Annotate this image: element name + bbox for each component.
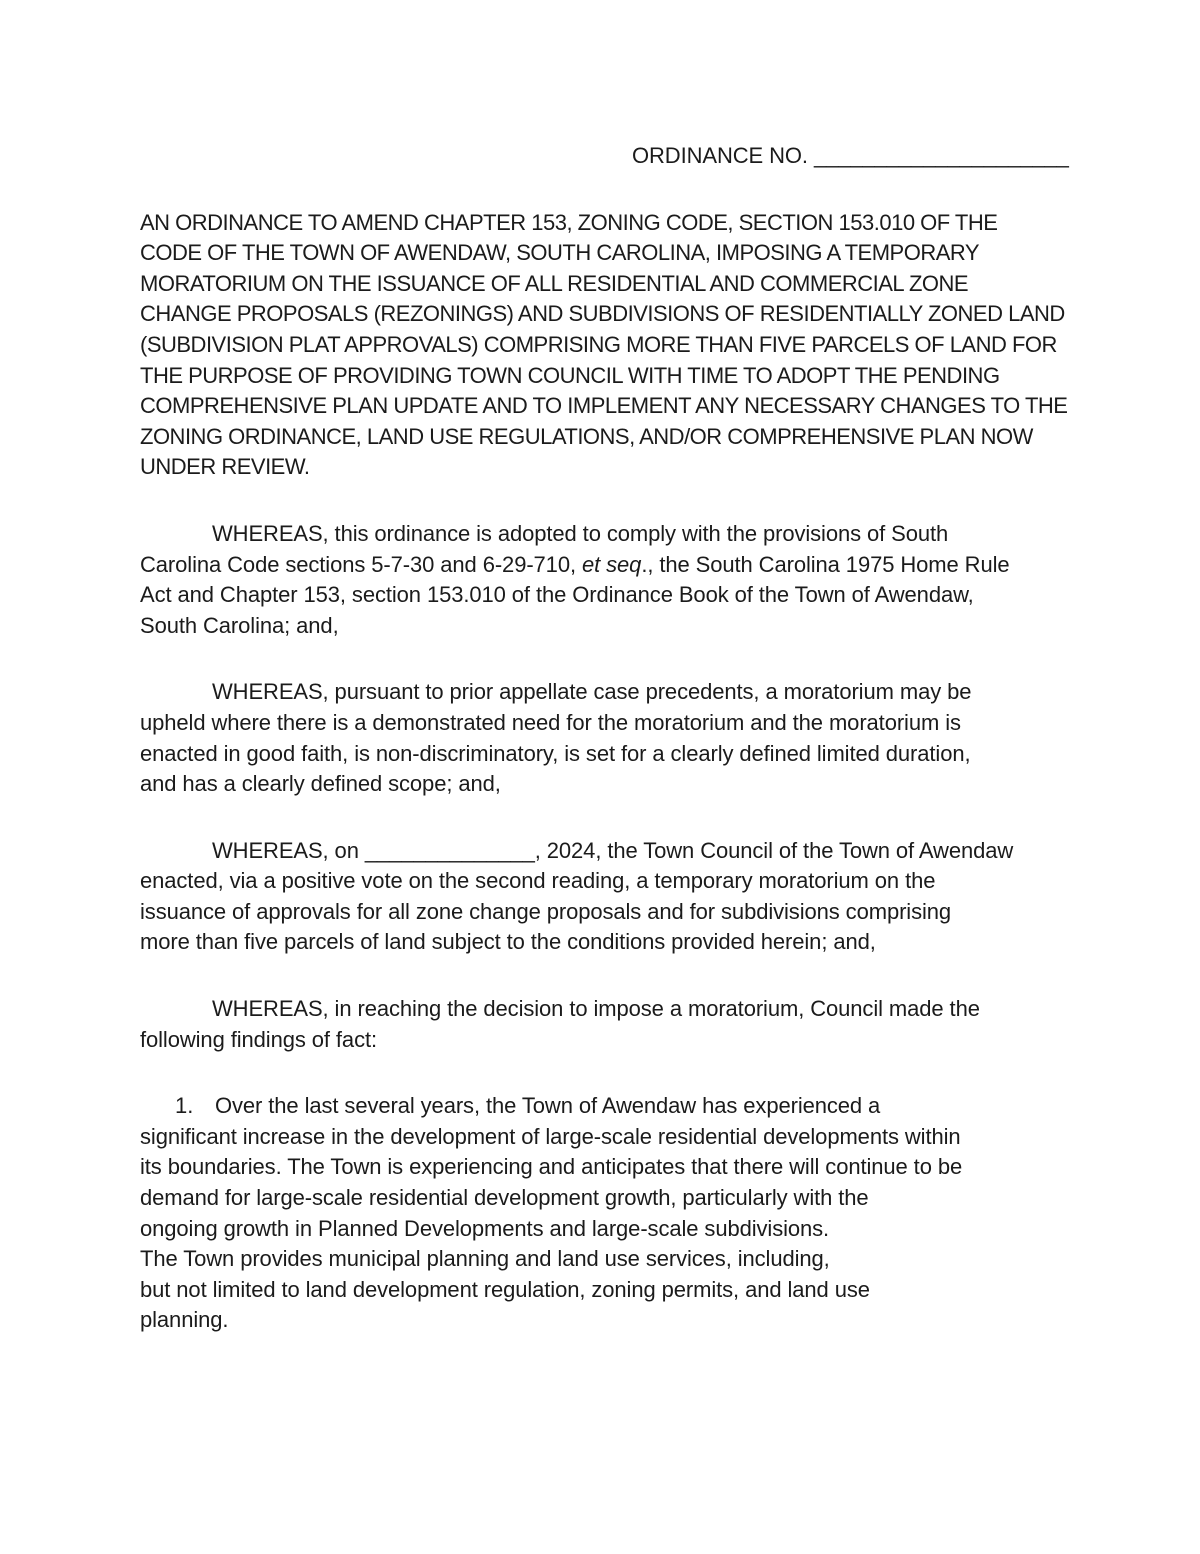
- text-line: planning.: [140, 1307, 229, 1333]
- whereas-paragraph-4: [140, 994, 1070, 1055]
- ordinance-number-label: ORDINANCE NO.: [632, 143, 808, 168]
- whereas-paragraph-3: [140, 836, 1070, 958]
- text-line: WHEREAS, in reaching the decision to impose a moratorium, Council made the: [212, 996, 980, 1022]
- text-line: [140, 1091, 1070, 1122]
- text-line: enacted, via a positive vote on the second reading, a temporary moratorium on the: [140, 868, 936, 894]
- title-line: MORATORIUM ON THE ISSUANCE OF ALL RESIDENTIAL AND COMMERCIAL ZONE: [140, 270, 969, 296]
- title-line: AN ORDINANCE TO AMEND CHAPTER 153, ZONING CODE, SECTION 153.010 OF THE: [140, 209, 998, 235]
- text-line: WHEREAS, this ordinance is adopted to comply with the provisions of South: [212, 520, 949, 546]
- et-seq-italic: et seq: [581, 551, 642, 577]
- text-line: WHEREAS, pursuant to prior appellate case precedents, a moratorium may be: [212, 679, 972, 705]
- text-segment: , 2024, the Town Council of the Town of Awendaw: [534, 837, 1014, 863]
- text-line: enacted in good faith, is non-discriminatory, is set for a clearly defined limited duration,: [140, 740, 971, 766]
- text-line: [140, 836, 1070, 867]
- text-line: and has a clearly defined scope; and,: [140, 771, 501, 797]
- title-line: THE PURPOSE OF PROVIDING TOWN COUNCIL WITH TIME TO ADOPT THE PENDING: [140, 362, 1000, 388]
- text-segment: Carolina Code sections 5-7-30 and 6-29-710,: [140, 551, 582, 577]
- title-line: UNDER REVIEW.: [140, 454, 310, 480]
- text-line: more than five parcels of land subject to the conditions provided herein; and,: [140, 929, 876, 955]
- text-line: The Town provides municipal planning and land use services, including,: [140, 1246, 830, 1272]
- ordinance-number-line: [140, 141, 1070, 172]
- text-line: Act and Chapter 153, section 153.010 of the Ordinance Book of the Town of Awendaw,: [140, 582, 974, 608]
- text-segment: Over the last several years, the Town of Awendaw has experienced a: [215, 1093, 881, 1119]
- text-line: [140, 550, 1070, 581]
- title-line: CHANGE PROPOSALS (REZONINGS) AND SUBDIVISIONS OF RESIDENTIALLY ZONED LAND: [140, 301, 1065, 327]
- date-blank: ______________: [364, 837, 535, 863]
- text-line: its boundaries. The Town is experiencing and anticipates that there will continue to be: [140, 1154, 963, 1180]
- title-line: CODE OF THE TOWN OF AWENDAW, SOUTH CAROLINA, IMPOSING A TEMPORARY: [140, 240, 980, 266]
- text-line: following findings of fact:: [140, 1026, 377, 1052]
- list-number: 1.: [175, 1093, 194, 1119]
- text-segment: ., the South Carolina 1975 Home Rule: [641, 551, 1010, 577]
- text-line: issuance of approvals for all zone change proposals and for subdivisions comprising: [140, 898, 952, 924]
- title-line: COMPREHENSIVE PLAN UPDATE AND TO IMPLEMENT ANY NECESSARY CHANGES TO THE: [140, 393, 1068, 419]
- text-line: ongoing growth in Planned Developments and large-scale subdivisions.: [140, 1215, 830, 1241]
- title-line: ZONING ORDINANCE, LAND USE REGULATIONS, AND/OR COMPREHENSIVE PLAN NOW: [140, 423, 1033, 449]
- whereas-paragraph-2: [140, 677, 1070, 799]
- text-line: demand for large-scale residential development growth, particularly with the: [140, 1185, 869, 1211]
- ordinance-number-blank: _____________________: [813, 143, 1069, 168]
- finding-item-1: [140, 1091, 1070, 1336]
- text-segment: WHEREAS, on: [212, 837, 365, 863]
- ordinance-title: [140, 208, 1070, 483]
- title-line: (SUBDIVISION PLAT APPROVALS) COMPRISING MORE THAN FIVE PARCELS OF LAND FOR: [140, 331, 1057, 357]
- text-line: significant increase in the development of large-scale residential developments within: [140, 1123, 961, 1149]
- text-line: South Carolina; and,: [140, 612, 339, 638]
- whereas-paragraph-1: [140, 519, 1070, 641]
- text-line: upheld where there is a demonstrated need for the moratorium and the moratorium is: [140, 709, 961, 735]
- text-line: but not limited to land development regulation, zoning permits, and land use: [140, 1276, 870, 1302]
